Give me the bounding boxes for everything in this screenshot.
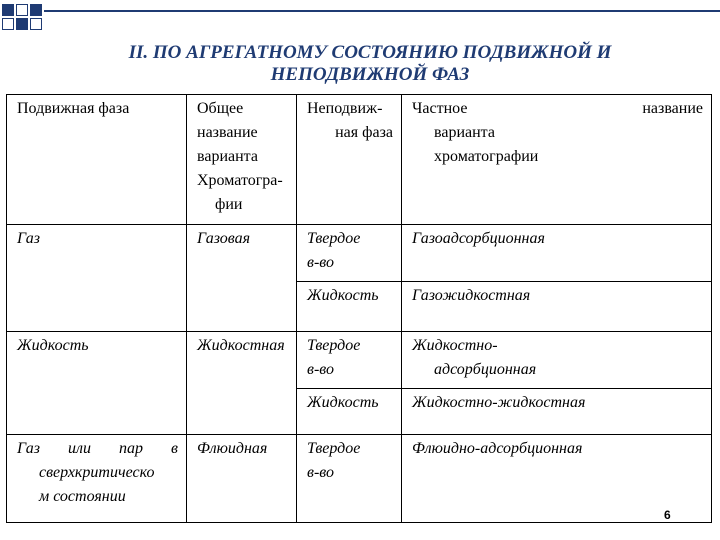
cell-line: м состоянии — [39, 488, 126, 505]
header-general-line: Общее — [197, 100, 244, 117]
cell-general-liquid: Жидкостная — [187, 332, 297, 435]
header-stationary-line: Неподвиж- — [307, 100, 383, 117]
decor-square-icon — [30, 18, 42, 30]
title-line-1: II. ПО АГРЕГАТНОМУ СОСТОЯНИЮ ПОДВИЖНОЙ И — [128, 42, 612, 63]
header-mobile-text: Подвижная фаза — [17, 100, 130, 117]
title-line-2: НЕПОДВИЖНОЙ ФАЗ — [270, 64, 470, 85]
header-particular-word: название — [642, 100, 703, 117]
header-mobile-phase — [7, 95, 187, 225]
cell-line: адсорбционная — [434, 361, 537, 378]
header-particular-line: варианта — [434, 124, 495, 141]
decor-square-icon — [16, 4, 28, 16]
decor-square-icon — [16, 18, 28, 30]
header-stationary-line: ная фаза — [335, 124, 393, 141]
table-header-row — [7, 95, 712, 225]
cell-line: Твердое — [307, 440, 361, 457]
header-general-line: варианта — [197, 148, 258, 165]
cell-mobile-gas: Газ — [7, 225, 187, 332]
cell-line: Твердое — [307, 230, 361, 247]
decor-square-icon — [2, 18, 14, 30]
cell-line: в-во — [307, 464, 335, 481]
slide-title — [40, 42, 700, 86]
cell-general-fluid: Флюидная — [187, 435, 297, 523]
cell-line: Твердое — [307, 337, 361, 354]
header-rule — [44, 10, 720, 12]
cell-stationary: Жидкость — [297, 389, 402, 435]
cell-line: в-во — [307, 254, 335, 271]
cell-particular — [402, 332, 712, 389]
cell-line: в-во — [307, 361, 335, 378]
cell-line: Газ или пар в — [17, 440, 178, 457]
header-particular-name — [402, 95, 712, 225]
table-row — [7, 332, 712, 389]
cell-particular: Газоадсорбционная — [402, 225, 712, 282]
header-general-line: название — [197, 124, 258, 141]
cell-particular: Флюидно-адсорбционная — [402, 435, 712, 523]
table-row — [7, 435, 712, 523]
cell-stationary — [297, 225, 402, 282]
cell-mobile-fluid — [7, 435, 187, 523]
cell-mobile-liquid: Жидкость — [7, 332, 187, 435]
page-number: 6 — [664, 508, 671, 522]
header-general-line: Хроматогра- — [197, 172, 283, 189]
decor-square-icon — [30, 4, 42, 16]
decor-square-icon — [2, 4, 14, 16]
cell-general-gas: Газовая — [187, 225, 297, 332]
header-particular-word: Частное — [412, 100, 468, 117]
header-stationary-phase — [297, 95, 402, 225]
cell-stationary — [297, 332, 402, 389]
header-general-name — [187, 95, 297, 225]
cell-line: Жидкостно- — [412, 337, 498, 354]
cell-particular: Газожидкостная — [402, 282, 712, 332]
table-row — [7, 225, 712, 282]
cell-stationary: Жидкость — [297, 282, 402, 332]
cell-stationary — [297, 435, 402, 523]
cell-line: сверхкритическо — [39, 464, 155, 481]
chromatography-table — [6, 94, 712, 523]
cell-particular: Жидкостно-жидкостная — [402, 389, 712, 435]
header-general-line: фии — [215, 196, 243, 213]
header-particular-line: хроматографии — [434, 148, 539, 165]
